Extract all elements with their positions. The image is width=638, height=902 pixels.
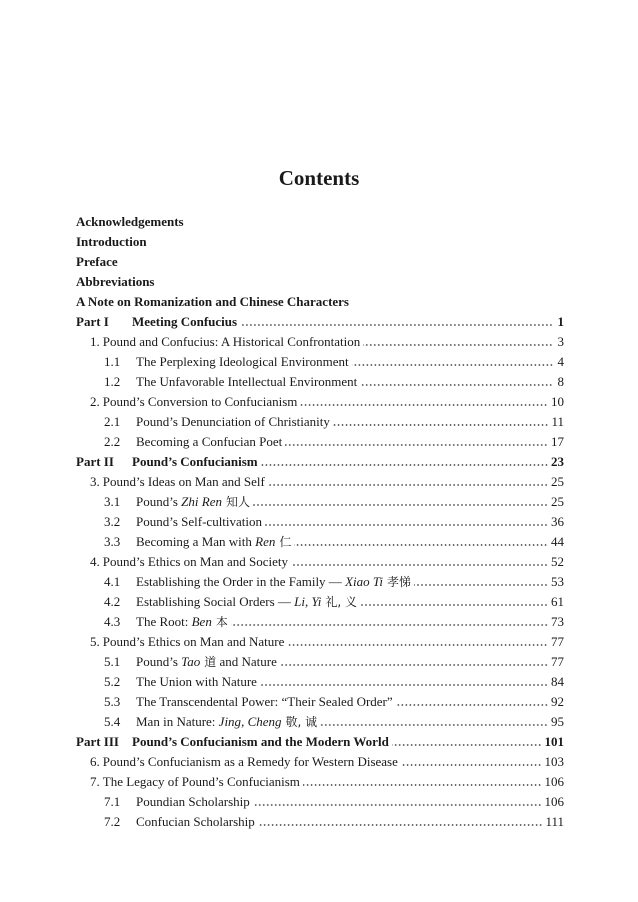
page-number: 23 <box>551 454 564 469</box>
entry-title <box>103 772 300 792</box>
chinese-characters: 敬, 诚 <box>285 715 318 729</box>
dot-leader <box>396 703 548 707</box>
chinese-characters: 礼, 义 <box>325 595 358 609</box>
entry-number: 5.2 <box>104 674 121 689</box>
title-segment: Man in Nature: <box>136 714 219 729</box>
page-number: 103 <box>544 754 564 769</box>
dot-leader <box>360 383 553 387</box>
page-number: 106 <box>544 794 564 809</box>
title-segment: Ren <box>255 534 276 549</box>
title-segment: The Unfavorable Intellectual Environment <box>136 374 358 389</box>
entry-title <box>136 492 250 512</box>
toc-entry-chapter[interactable] <box>76 772 564 792</box>
title-segment: Xiao Ti <box>345 574 383 589</box>
entry-title <box>132 312 237 332</box>
toc-entry-part[interactable] <box>76 732 564 752</box>
title-segment: Meeting Confucius <box>132 314 238 329</box>
title-segment: Pound’s Confucianism <box>132 454 258 469</box>
chinese-characters: 知人 <box>225 495 250 509</box>
title-segment: A Note on Romanization and Chinese Characters <box>76 294 349 309</box>
entry-title <box>136 572 411 592</box>
title-segment: Zhi Ren <box>181 494 222 509</box>
entry-number: 3.3 <box>104 534 121 549</box>
page-title: Contents <box>278 166 360 190</box>
page-number: 4 <box>557 354 564 369</box>
page-number: 77 <box>551 634 564 649</box>
toc-entry-section[interactable] <box>76 812 564 832</box>
entry-number: 7.2 <box>104 814 121 829</box>
toc-entry-chapter[interactable] <box>76 472 564 492</box>
entry-number: 5.4 <box>104 714 121 729</box>
title-segment: Confucian Scholarship <box>136 814 255 829</box>
entry-title <box>76 232 147 252</box>
entry-number: 6. <box>90 754 100 769</box>
entry-number: 2. <box>90 394 100 409</box>
title-segment: Establishing Social Orders — <box>136 594 295 609</box>
dot-leader <box>280 663 548 667</box>
entry-number: 4.3 <box>104 614 121 629</box>
dot-leader <box>291 563 548 567</box>
toc-entry-front[interactable] <box>76 232 564 252</box>
toc-entry-section[interactable] <box>76 372 564 392</box>
toc-entry-section[interactable] <box>76 572 564 592</box>
entry-title <box>136 812 255 832</box>
entry-title <box>136 412 330 432</box>
entry-number: 2.1 <box>104 414 121 429</box>
entry-title <box>136 592 357 612</box>
title-segment: Pound’s Confucianism as a Remedy for Western Disease <box>102 754 398 769</box>
title-segment: Li <box>294 594 305 609</box>
toc-entry-part[interactable] <box>76 312 564 332</box>
entry-title <box>103 752 398 772</box>
dot-leader <box>285 443 548 447</box>
page-number: 77 <box>551 654 564 669</box>
entry-title <box>103 332 360 352</box>
entry-number: 2.2 <box>104 434 121 449</box>
entry-title <box>103 552 288 572</box>
entry-title <box>76 212 184 232</box>
page-number: 52 <box>551 554 564 569</box>
title-segment: The Root: <box>136 614 192 629</box>
title-segment: The Perplexing Ideological Environment <box>136 354 349 369</box>
entry-number: 4.2 <box>104 594 121 609</box>
entry-title <box>136 612 228 632</box>
page-number: 25 <box>551 494 564 509</box>
dot-leader <box>231 623 548 627</box>
title-segment: Pound’s Confucianism and the Modern World <box>132 734 389 749</box>
dot-leader <box>300 403 548 407</box>
toc-entry-chapter[interactable] <box>76 392 564 412</box>
dot-leader <box>414 583 548 587</box>
chinese-characters: 本 <box>215 615 228 629</box>
entry-title <box>136 372 357 392</box>
page-number: 92 <box>551 694 564 709</box>
dot-leader <box>253 503 548 507</box>
dot-leader <box>303 783 542 787</box>
title-segment: Becoming a Man with <box>136 534 256 549</box>
toc-entry-section[interactable] <box>76 532 564 552</box>
page-number: 53 <box>551 574 564 589</box>
title-segment: Pound’s Ethics on Man and Nature <box>102 634 285 649</box>
entry-number: 3.2 <box>104 514 121 529</box>
title-segment: , <box>241 714 248 729</box>
entry-title <box>132 732 389 752</box>
entry-title <box>103 392 298 412</box>
entry-number: 7.1 <box>104 794 121 809</box>
title-segment: Establishing the Order in the Family — <box>136 574 346 589</box>
title-segment: Pound’s Self-cultivation <box>136 514 263 529</box>
dot-leader <box>240 323 553 327</box>
entry-title <box>132 452 258 472</box>
title-segment: Acknowledgements <box>76 214 184 229</box>
title-segment: Abbreviations <box>76 274 155 289</box>
entry-number: 4. <box>90 554 100 569</box>
title-segment: Pound and Confucius: A Historical Confrontation <box>102 334 361 349</box>
dot-leader <box>401 763 542 767</box>
entry-title <box>103 472 265 492</box>
dot-leader <box>392 743 542 747</box>
page-number: 95 <box>551 714 564 729</box>
dot-leader <box>294 543 548 547</box>
title-segment: Becoming a Confucian Poet <box>136 434 283 449</box>
dot-leader <box>320 723 548 727</box>
dot-leader <box>260 683 548 687</box>
entry-number: 5.3 <box>104 694 121 709</box>
entry-title <box>136 712 317 732</box>
toc-entry-section[interactable] <box>76 612 564 632</box>
title-segment: Tao <box>181 654 201 669</box>
title-segment: Pound’s Conversion to Confucianism <box>102 394 298 409</box>
toc-entry-section[interactable] <box>76 592 564 612</box>
page-number: 106 <box>544 774 564 789</box>
title-segment: Pound’s Ideas on Man and Self <box>102 474 265 489</box>
page-number: 44 <box>551 534 564 549</box>
page-number: 111 <box>545 814 564 829</box>
chinese-characters: 道 <box>204 655 217 669</box>
toc-entry-front[interactable] <box>76 292 564 312</box>
dot-leader <box>268 483 548 487</box>
entry-title <box>136 432 282 452</box>
toc-entry-section[interactable] <box>76 512 564 532</box>
dot-leader <box>261 463 548 467</box>
entry-number: 3. <box>90 474 100 489</box>
title-segment: Poundian Scholarship <box>136 794 250 809</box>
toc-entry-chapter[interactable] <box>76 332 564 352</box>
page-number: 8 <box>557 374 564 389</box>
entry-title <box>103 632 285 652</box>
toc-entry-section[interactable] <box>76 412 564 432</box>
chinese-characters: 孝悌 <box>387 575 412 589</box>
entry-title <box>136 512 262 532</box>
entry-number: Part III <box>76 734 119 749</box>
entry-title <box>76 272 155 292</box>
page-number: 3 <box>557 334 564 349</box>
title-segment: Pound’s Denunciation of Christianity <box>136 414 330 429</box>
title-segment: The Union with Nature <box>136 674 257 689</box>
page-number: 61 <box>551 594 564 609</box>
entry-number: 3.1 <box>104 494 121 509</box>
title-segment: Pound’s Ethics on Man and Society <box>102 554 288 569</box>
entry-number: 5. <box>90 634 100 649</box>
entry-number: 1. <box>90 334 100 349</box>
toc-entry-front[interactable] <box>76 252 564 272</box>
dot-leader <box>265 523 548 527</box>
entry-title <box>76 292 349 312</box>
entry-title <box>136 532 291 552</box>
title-segment: The Transcendental Power: “Their Sealed Order” <box>136 694 393 709</box>
page-number: 36 <box>551 514 564 529</box>
title-segment: The Legacy of Pound’s Confucianism <box>102 774 300 789</box>
toc-entry-section[interactable] <box>76 492 564 512</box>
title-segment: Cheng <box>247 714 282 729</box>
page-number: 11 <box>551 414 564 429</box>
page-number: 84 <box>551 674 564 689</box>
chinese-characters: 仁 <box>279 535 292 549</box>
entry-title <box>136 652 277 672</box>
title-segment: Introduction <box>76 234 147 249</box>
entry-title <box>76 252 118 272</box>
entry-number: Part II <box>76 454 114 469</box>
toc-entry-part[interactable] <box>76 452 564 472</box>
entry-number: 4.1 <box>104 574 121 589</box>
page-number: 73 <box>551 614 564 629</box>
title-segment: Pound’s <box>136 494 182 509</box>
toc-entry-section[interactable] <box>76 712 564 732</box>
toc-entry-section[interactable] <box>76 352 564 372</box>
entry-title <box>136 672 257 692</box>
toc-entry-front[interactable] <box>76 212 564 232</box>
entry-number: 5.1 <box>104 654 121 669</box>
page-number: 25 <box>551 474 564 489</box>
toc-entry-chapter[interactable] <box>76 752 564 772</box>
toc-entry-section[interactable] <box>76 652 564 672</box>
dot-leader <box>360 603 548 607</box>
toc-entry-chapter[interactable] <box>76 552 564 572</box>
title-segment: Jing <box>218 714 242 729</box>
toc-entry-section[interactable] <box>76 692 564 712</box>
entry-title <box>136 352 349 372</box>
dot-leader <box>253 803 542 807</box>
entry-number: Part I <box>76 314 109 329</box>
table-of-contents <box>76 212 564 832</box>
title-segment: and Nature <box>216 654 277 669</box>
entry-number: 7. <box>90 774 100 789</box>
title-segment: , <box>305 594 312 609</box>
toc-entry-chapter[interactable] <box>76 632 564 652</box>
page-number: 1 <box>557 314 564 329</box>
title-segment: Pound’s <box>136 654 182 669</box>
title-segment: Preface <box>76 254 118 269</box>
entry-title <box>136 692 393 712</box>
page-number: 17 <box>551 434 564 449</box>
dot-leader <box>363 343 553 347</box>
dot-leader <box>333 423 549 427</box>
toc-entry-section[interactable] <box>76 432 564 452</box>
title-segment: Yi <box>311 594 322 609</box>
toc-entry-front[interactable] <box>76 272 564 292</box>
toc-entry-section[interactable] <box>76 672 564 692</box>
title-segment: Ben <box>191 614 212 629</box>
toc-entry-section[interactable] <box>76 792 564 812</box>
dot-leader <box>352 363 553 367</box>
page-number: 10 <box>551 394 564 409</box>
entry-title <box>136 792 250 812</box>
page-number: 101 <box>544 734 564 749</box>
dot-leader <box>287 643 548 647</box>
entry-number: 1.1 <box>104 354 121 369</box>
entry-number: 1.2 <box>104 374 121 389</box>
dot-leader <box>258 823 543 827</box>
